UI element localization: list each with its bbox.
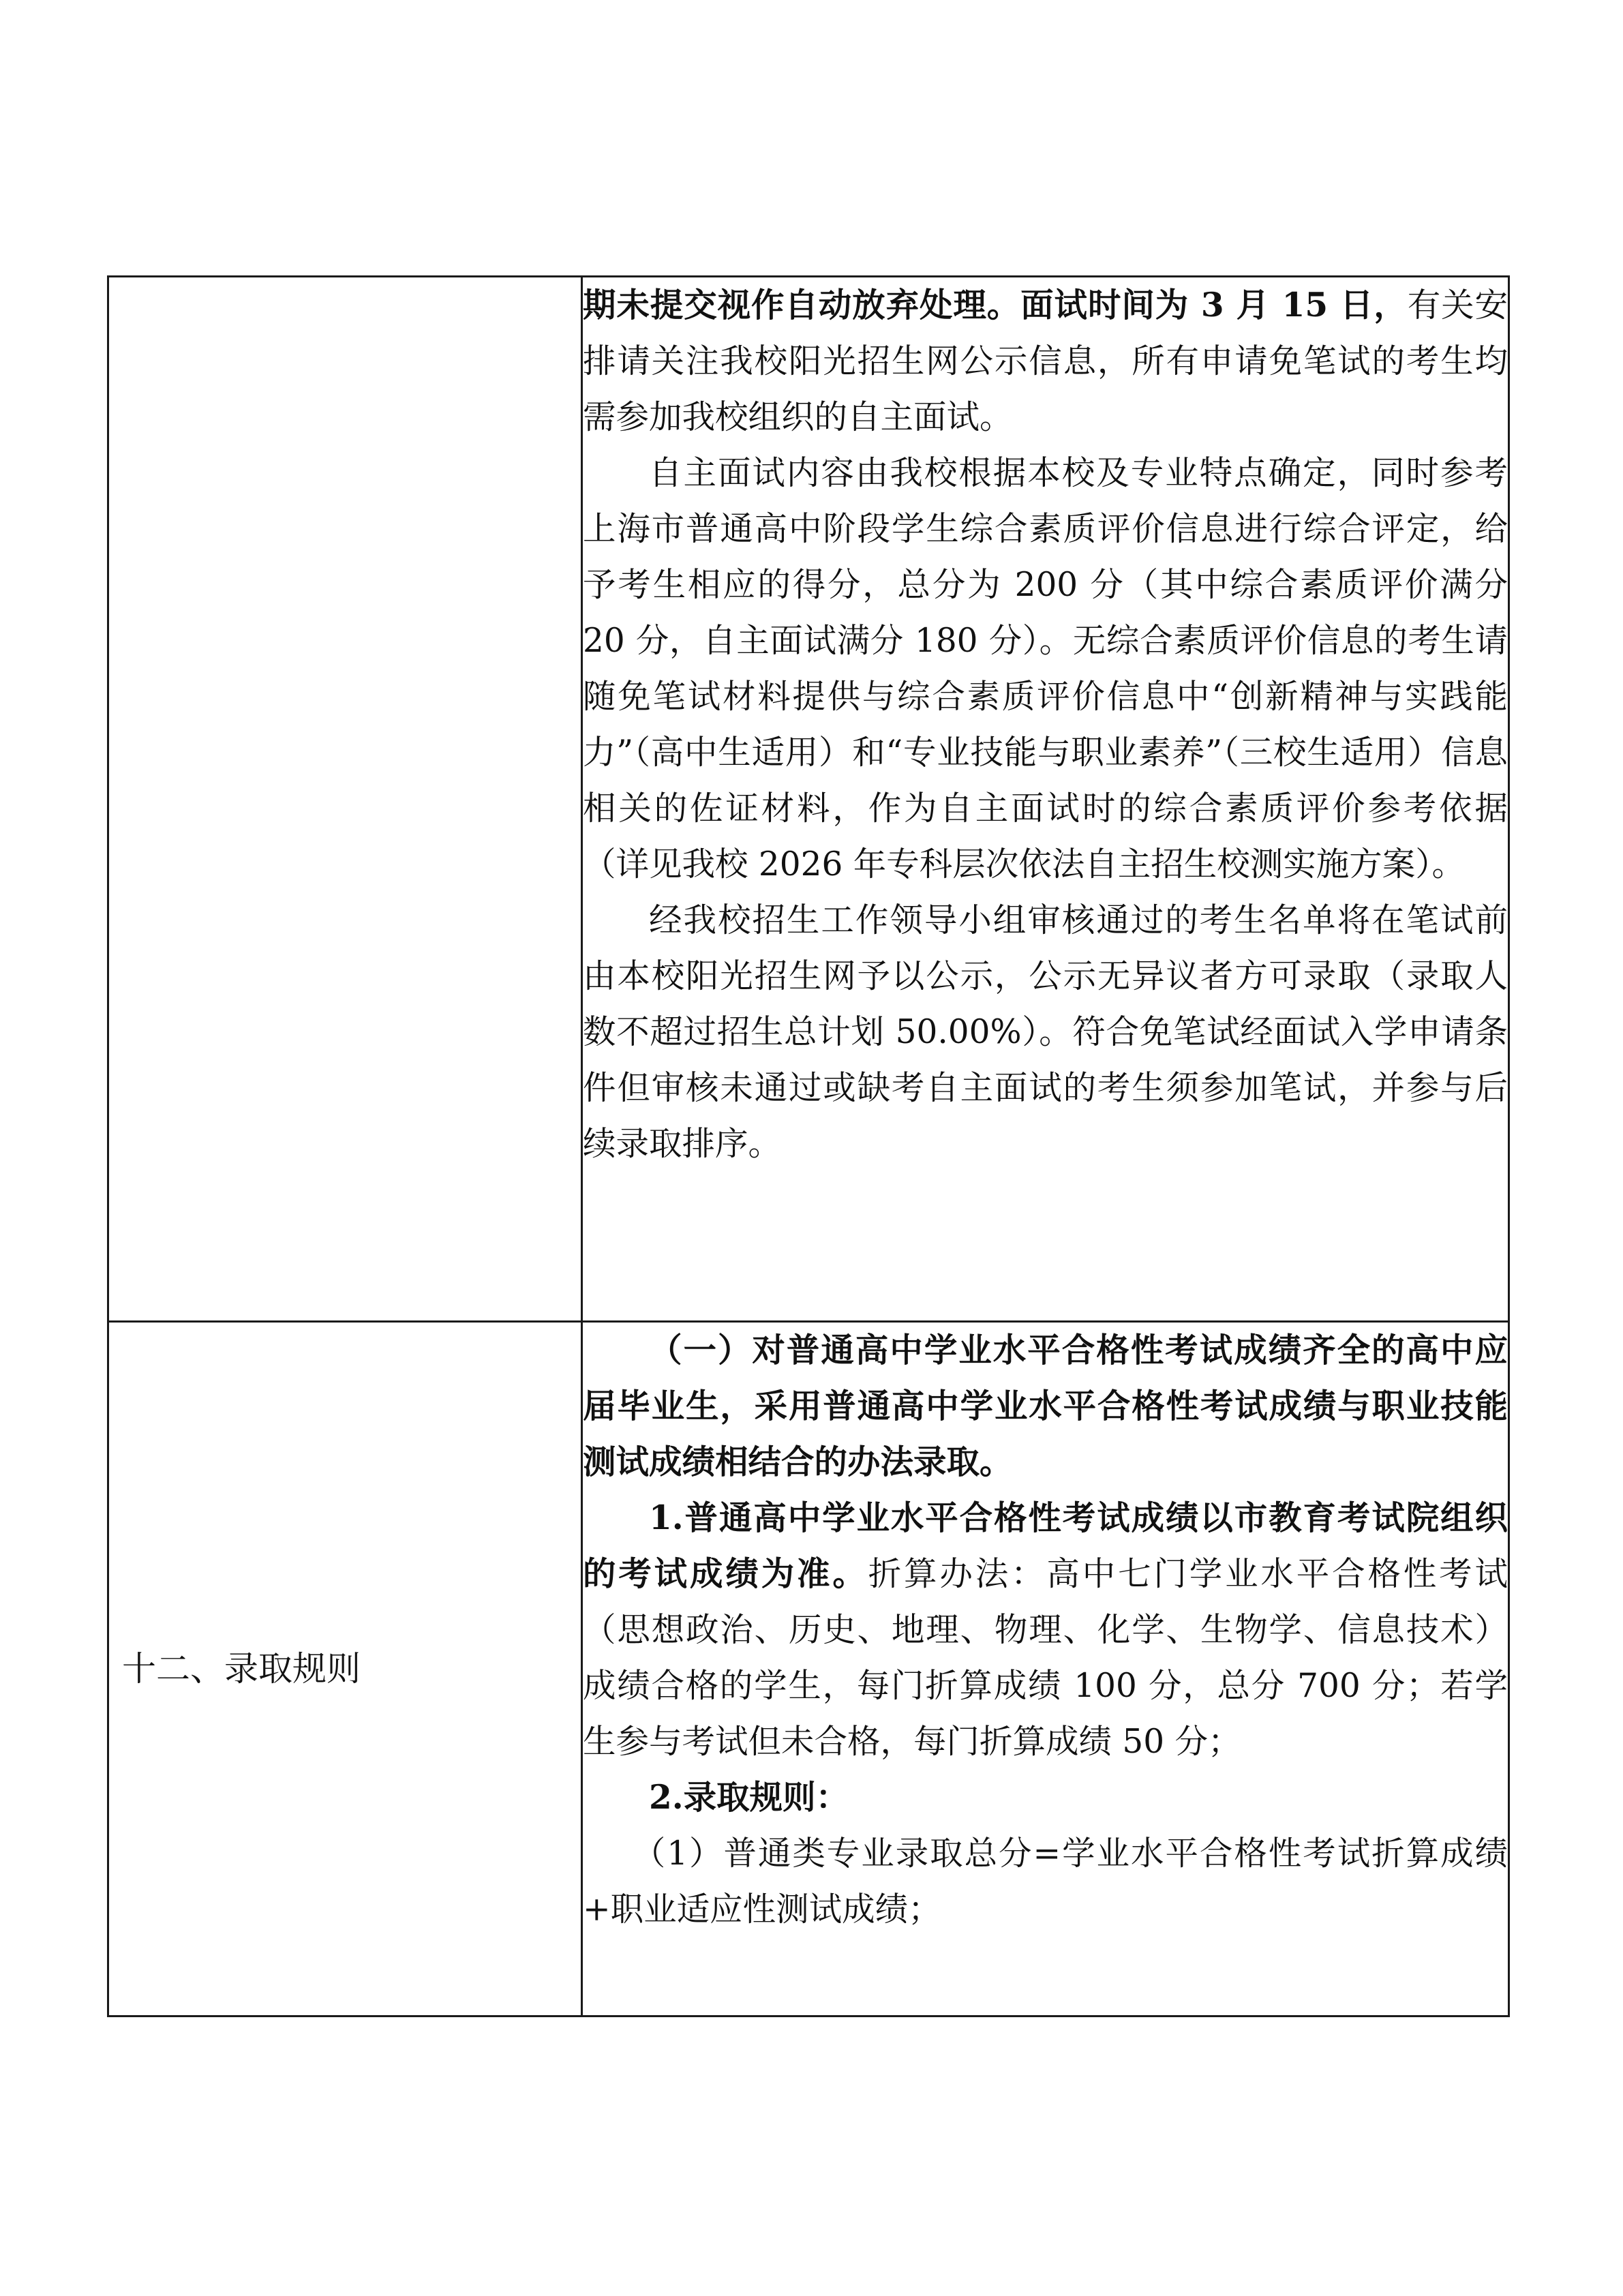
table-row bbox=[108, 277, 1509, 1322]
paragraph: （1）普通类专业录取总分=学业水平合格性考试折算成绩+职业适应性测试成绩； bbox=[583, 1834, 1508, 1929]
row-label-cell bbox=[108, 1322, 582, 2016]
admission-rules-table bbox=[107, 275, 1510, 2017]
paragraph-text: 折算办法：高中七门学业水平合格性考试（思想政治、历史、地理、物理、化学、生物学、信息技术）成绩合格的学生，每门折算成绩 100 分，总分 700 分；若学生参与考试但未合格，每门折算成绩 50 分； bbox=[583, 1555, 1508, 1761]
row-content-cell bbox=[582, 277, 1509, 1322]
paragraph: 自主面试内容由我校根据本校及专业特点确定，同时参考上海市普通高中阶段学生综合素质评价信息进行综合评定，给予考生相应的得分，总分为 200 分（其中综合素质评价满分 20 分，自主面试满分 180 分）。无综合素质评价信息的考生请随免笔试材料提供与综合素质评价信息中“创新精神与实践能力”（高中生适用）和“专业技能与职业素养”（三校生适用）信息相关的佐证材料，作为自主面试时的综合素质评价参考依据（详见我校 2026 年专科层次依法自主招生校测实施方案）。 bbox=[583, 454, 1508, 883]
table-row bbox=[108, 1322, 1509, 2016]
paragraph bbox=[583, 1490, 1508, 1770]
paragraph: 经我校招生工作领导小组审核通过的考生名单将在笔试前由本校阳光招生网予以公示，公示无异议者方可录取（录取人数不超过招生总计划 50.00%）。符合免笔试经面试入学申请条件但审核未通过或缺考自主面试的考生须参加笔试，并参与后续录取排序。 bbox=[583, 901, 1508, 1163]
paragraph bbox=[583, 277, 1508, 445]
row-label-cell bbox=[108, 277, 582, 1322]
row-label: 十二、录取规则 bbox=[122, 1649, 361, 1689]
paragraph: 2.录取规则： bbox=[649, 1778, 849, 1817]
paragraph: （一）对普通高中学业水平合格性考试成绩齐全的高中应届毕业生，采用普通高中学业水平合格性考试成绩与职业技能测试成绩相结合的办法录取。 bbox=[583, 1331, 1508, 1481]
row-content-cell bbox=[582, 1322, 1509, 2016]
paragraph-text: 有关安排请关注我校阳光招生网公示信息，所有申请免笔试的考生均需参加我校组织的自主面试。 bbox=[583, 286, 1508, 436]
bold-lead: 期未提交视作自动放弃处理。面试时间为 3 月 15 日， bbox=[583, 286, 1408, 324]
bold-lead: 1.普通高中学业水平合格性考试成绩以市教育考试院组织的考试成绩为准。 bbox=[583, 1498, 1508, 1593]
